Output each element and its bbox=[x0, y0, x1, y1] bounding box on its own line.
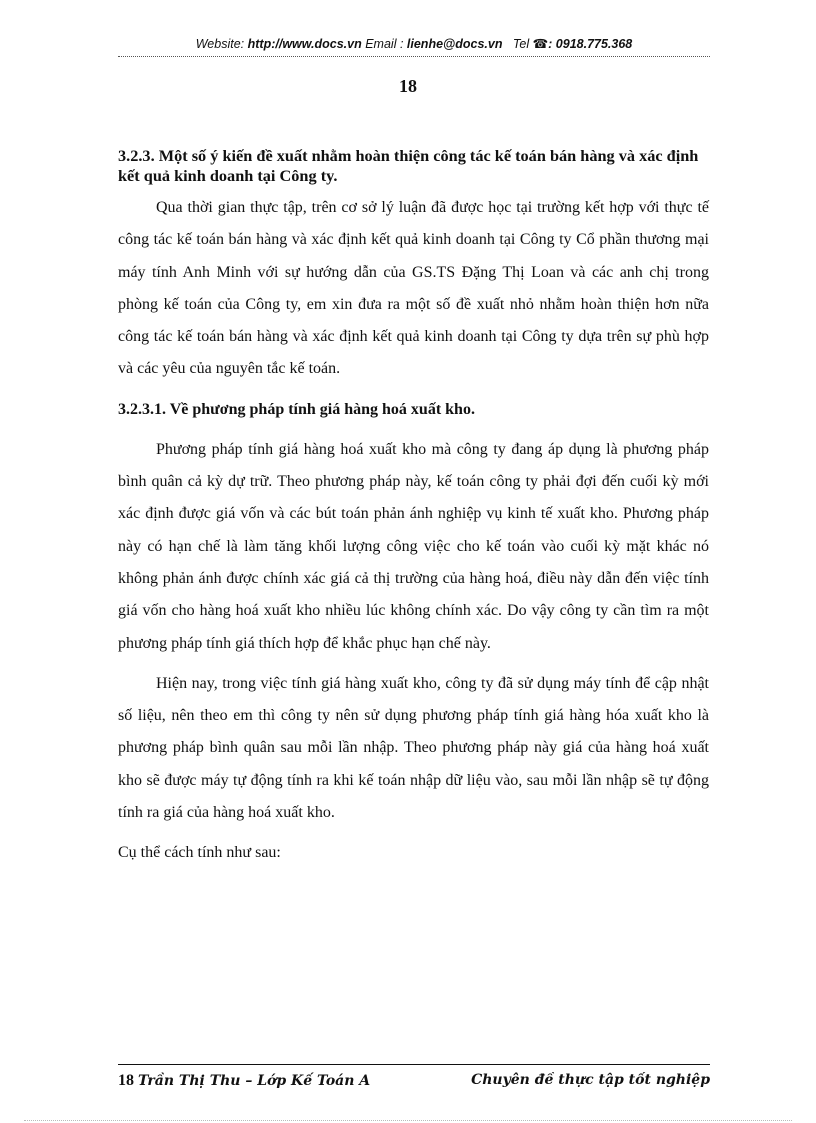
footer-divider bbox=[118, 1064, 710, 1065]
page-header bbox=[118, 36, 710, 51]
closing-line: Cụ thể cách tính như sau: bbox=[118, 844, 281, 862]
spacer bbox=[118, 829, 709, 837]
intro-paragraph: Qua thời gian thực tập, trên cơ sở lý luận đã được học tại trường kết hợp với thực tế công tác kế toán bán hàng và xác định kết quả kinh doanh tại Công ty Cổ phần thương mại máy tính Anh Minh với sự hướng dẫn của GS.TS Đặng Thị Loan và các anh chị trong phòng kế toán của Công ty, em xin đưa ra một số đề xuất nhỏ nhằm hoàn thiện hơn nữa công tác kế toán bán hàng và xác định kết quả kinh doanh tại Công ty dựa trên sự phù hợp và các yêu của nguyên tắc kế toán. bbox=[118, 199, 709, 378]
phone-icon: ☎ bbox=[532, 37, 549, 51]
spacer bbox=[118, 660, 709, 668]
header-divider bbox=[118, 56, 710, 57]
tel-label: Tel bbox=[512, 37, 530, 51]
email-label: Email : bbox=[365, 37, 404, 51]
footer-title: Chuyên đề thực tập tốt nghiệp bbox=[471, 1072, 710, 1088]
paragraph-proposal: Hiện nay, trong việc tính giá hàng xuất kho, công ty đã sử dụng máy tính để cập nhật số liệu, nên theo em thì công ty nên sử dụng phương pháp tính giá hàng hóa xuất kho là phương pháp bình quân sau mỗi lần nhập. Theo phương pháp này giá của hàng hoá xuất kho sẽ được máy tự động tính ra khi kế toán nhập dữ liệu vào, sau mỗi lần nhập sẽ tự động tính ra giá của hàng hoá xuất kho. bbox=[118, 674, 709, 822]
section-heading: 3.2.3. Một số ý kiến đề xuất nhằm hoàn thiện công tác kế toán bán hàng và xác định kết quả kinh doanh tại Công ty. bbox=[118, 146, 699, 185]
main-content bbox=[118, 146, 709, 869]
page-number: 18 bbox=[399, 76, 417, 96]
subsection-heading: 3.2.3.1. Về phương pháp tính giá hàng hoá xuất kho. bbox=[118, 400, 475, 418]
spacer bbox=[118, 426, 709, 434]
page-footer bbox=[118, 1072, 710, 1094]
email-link[interactable]: lienhe@docs.vn bbox=[406, 37, 503, 51]
spacer bbox=[118, 386, 709, 394]
website-link[interactable]: http://www.docs.vn bbox=[247, 37, 362, 51]
phone-number: : 0918.775.368 bbox=[548, 37, 633, 51]
page-edge-divider bbox=[24, 1120, 792, 1121]
website-label: Website: bbox=[195, 37, 245, 51]
paragraph-current-method: Phương pháp tính giá hàng hoá xuất kho mà công ty đang áp dụng là phương pháp bình quân cả kỳ dự trữ. Theo phương pháp này, kế toán công ty phải đợi đến cuối kỳ mới xác định được giá vốn và các bút toán phản ánh nghiệp vụ kinh tế xuất kho. Phương pháp này có hạn chế là làm tăng khối lượng công việc cho kế toán vào cuối kỳ mặt khác nó không phản ánh được chính xác giá cả thị trường của hàng hoá, điều này dẫn đến việc tính giá vốn cho hàng hoá xuất kho nhiều lúc không chính xác. Do vậy công ty cần tìm ra một phương pháp tính giá thích hợp để khắc phục hạn chế này. bbox=[118, 440, 709, 652]
footer-author: Trần Thị Thu – Lớp Kế Toán A bbox=[138, 1073, 371, 1089]
footer-page-number: 18 bbox=[118, 1072, 134, 1089]
